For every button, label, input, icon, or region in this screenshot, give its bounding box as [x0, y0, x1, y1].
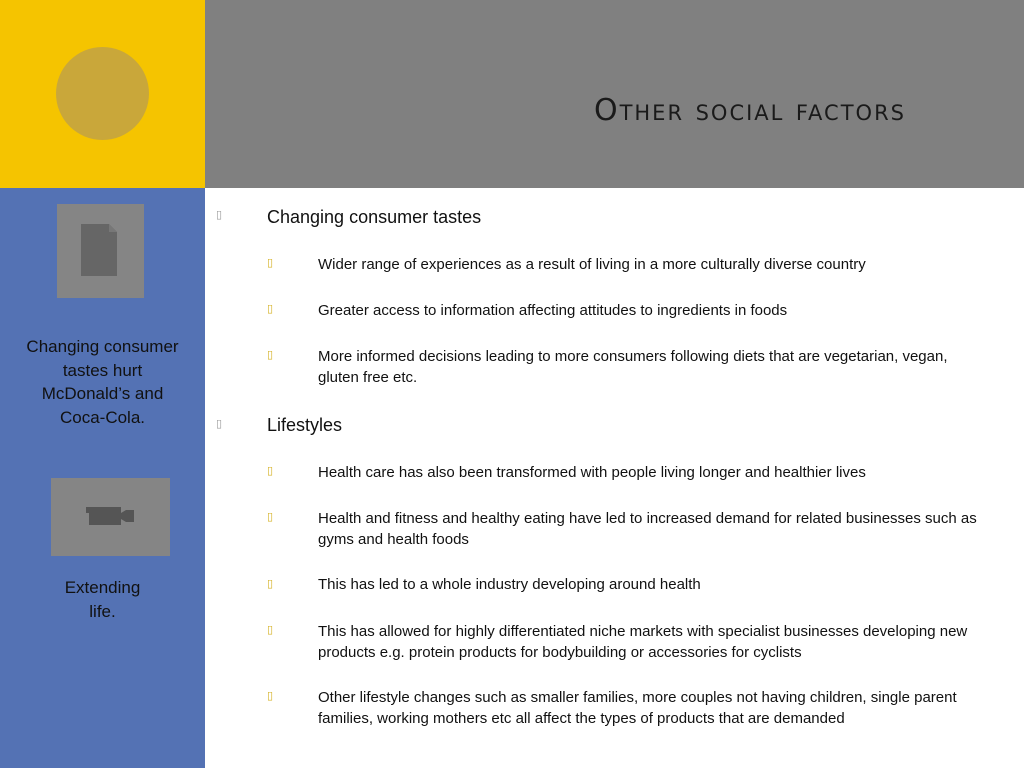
bullet-marker: ▯	[267, 624, 274, 636]
section-heading: Lifestyles	[267, 415, 343, 435]
list-item: Greater access to information affecting attitudes to ingredients in foods	[318, 302, 788, 319]
bullet-marker: ▯	[267, 349, 274, 361]
list-item: Health and fitness and healthy eating have led to increased demand for related businesses such as gyms and health foods	[318, 510, 977, 548]
document-icon	[79, 222, 119, 278]
decorative-circle	[56, 47, 149, 140]
slide-title: Other social factors	[593, 93, 906, 128]
list-item: Health care has also been transformed with people living longer and healthier lives	[318, 464, 866, 481]
bullet-marker: ▯	[216, 418, 223, 430]
title-banner	[205, 0, 1024, 188]
video-thumbnail[interactable]	[51, 478, 170, 556]
list-item: Other lifestyle changes such as smaller families, more couples not having children, single parent families, working mothers etc all affect the types of products that are demanded	[318, 689, 957, 727]
bullet-marker: ▯	[216, 209, 223, 221]
list-item: Wider range of experiences as a result of living in a more culturally diverse country	[318, 256, 866, 273]
list-item: This has allowed for highly differentiated niche markets with specialist businesses developing new products e.g. protein products for bodybuilding or accessories for cyclists	[318, 623, 968, 661]
accent-panel	[0, 0, 205, 188]
bullet-marker: ▯	[267, 511, 274, 523]
sidebar	[0, 188, 205, 768]
bullet-marker: ▯	[267, 578, 274, 590]
bullet-marker: ▯	[267, 303, 274, 315]
bullet-marker: ▯	[267, 690, 274, 702]
list-item: More informed decisions leading to more consumers following diets that are vegetarian, vegan, gluten free etc.	[318, 348, 948, 386]
video-camera-icon	[86, 505, 136, 527]
section-heading: Changing consumer tastes	[267, 207, 482, 227]
bullet-marker: ▯	[267, 257, 274, 269]
list-item: This has led to a whole industry developing around health	[318, 576, 701, 593]
caption-extending-life: Extending life.	[64, 578, 141, 621]
document-thumbnail[interactable]	[57, 204, 144, 298]
bullet-content	[205, 188, 1024, 768]
caption-consumer-tastes: Changing consumer tastes hurt McDonald’s and Coca-Cola.	[26, 337, 179, 427]
bullet-marker: ▯	[267, 465, 274, 477]
